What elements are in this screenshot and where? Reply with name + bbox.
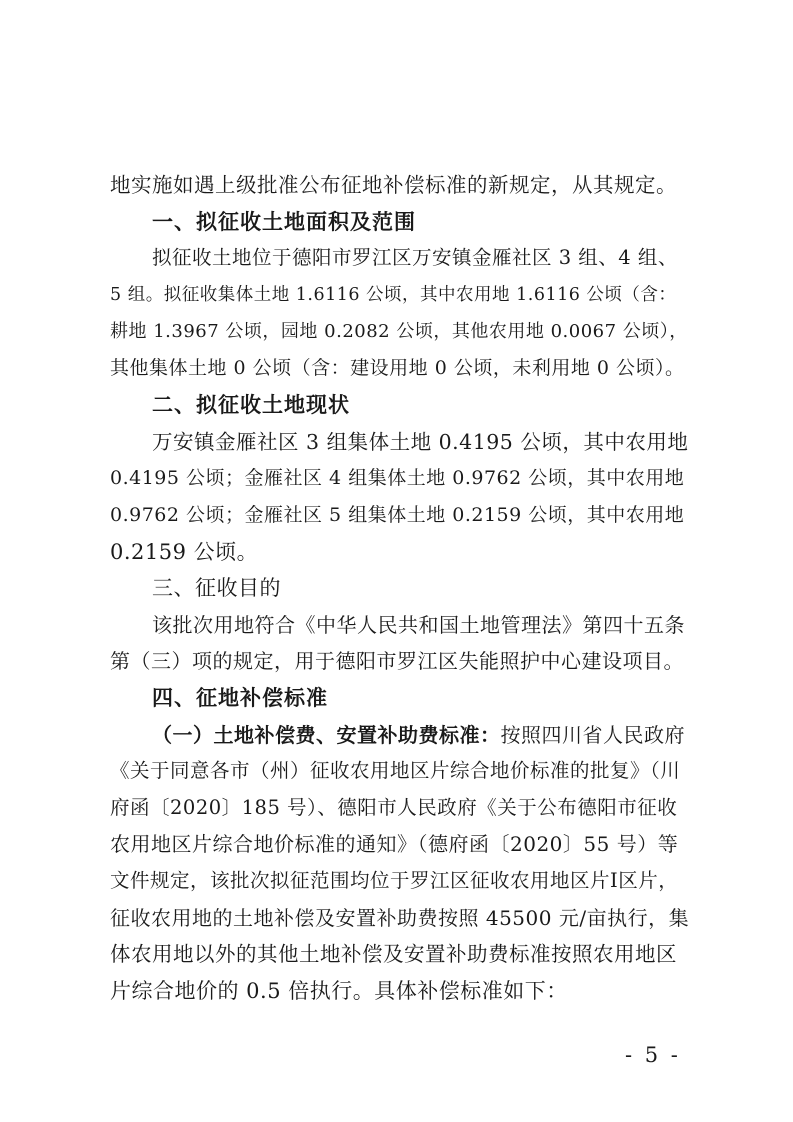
paragraph-line: 《关于同意各市（州）征收农用地区片综合地价标准的批复》（川 (110, 759, 681, 782)
paragraph-line: 征收农用地的土地补偿及安置补助费按照 45500 元/亩执行，集 (110, 906, 690, 930)
paragraph-line: 府函〔2020〕185 号）、德阳市人民政府《关于公布德阳市征收 (110, 796, 678, 819)
page-number: - 5 - (625, 1043, 681, 1067)
subsection-heading: （一）土地补偿费、安置补助费标准： (152, 723, 501, 747)
section-heading-area: 一、拟征收土地面积及范围 (152, 210, 416, 234)
section-heading-purpose: 三、征收目的 (152, 576, 281, 600)
paragraph-line: 地实施如遇上级批准公布征地补偿标准的新规定，从其规定。 (110, 173, 677, 197)
paragraph-line: 文件规定，该批次拟征范围均位于罗江区征收农用地区片Ⅰ区片， (110, 869, 679, 892)
paragraph-line: 该批次用地符合《中华人民共和国土地管理法》第四十五条 (152, 613, 685, 637)
paragraph-line: 片综合地价的 0.5 倍执行。具体补偿标准如下： (110, 979, 568, 1003)
paragraph-line: 5 组。拟征收集体土地 1.6116 公顷，其中农用地 1.6116 公顷（含： (110, 285, 677, 305)
paragraph-line: 0.2159 公顷。 (110, 540, 259, 564)
section-heading-status: 二、拟征收土地现状 (152, 393, 350, 417)
paragraph-line: 第（三）项的规定，用于德阳市罗江区失能照护中心建设项目。 (110, 649, 684, 673)
paragraph-line: 体农用地以外的其他土地补偿及安置补助费标准按照农用地区 (110, 942, 677, 966)
paragraph-line: 耕地 1.3967 公顷，园地 0.2082 公顷，其他农用地 0.0067 公顷）， (110, 321, 688, 342)
paragraph-run: 按照四川省人民政府 (500, 723, 685, 747)
paragraph-line: 万安镇金雁社区 3 组集体土地 0.4195 公顷，其中农用地 (152, 430, 689, 454)
paragraph-line: 农用地区片综合地价标准的通知》（德府函〔2020〕55 号）等 (110, 832, 679, 856)
paragraph-line: 其他集体土地 0 公顷（含：建设用地 0 公顷，未利用地 0 公顷）。 (110, 357, 685, 379)
paragraph-line: 0.9762 公顷；金雁社区 5 组集体土地 0.2159 公顷，其中农用地 (110, 504, 685, 526)
paragraph-line (152, 720, 690, 750)
paragraph-line: 拟征收土地位于德阳市罗江区万安镇金雁社区 3 组、4 组、 (152, 246, 678, 269)
paragraph-line: 0.4195 公顷；金雁社区 4 组集体土地 0.9762 公顷，其中农用地 (110, 467, 685, 489)
section-heading-compensation: 四、征地补偿标准 (152, 686, 328, 710)
